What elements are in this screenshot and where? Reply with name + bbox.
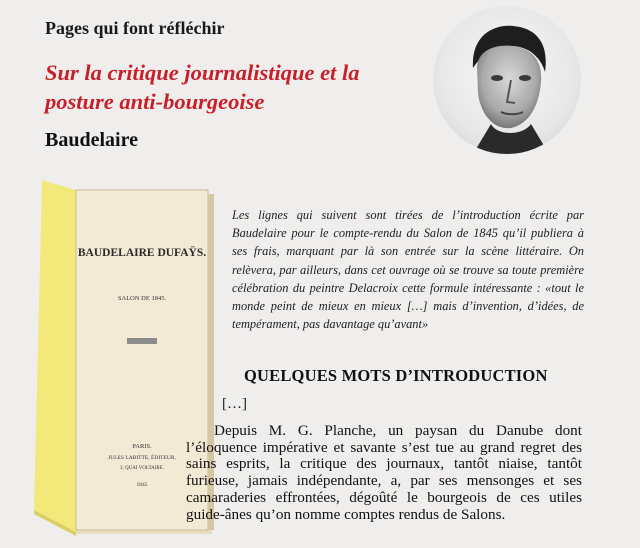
kicker: Pages qui font réfléchir xyxy=(45,18,225,38)
author-portrait xyxy=(433,6,581,154)
book-publisher-name: JULES LABITTE, ÉDITEUR, xyxy=(108,455,176,461)
body-paragraph-container xyxy=(186,423,582,523)
book-cover-subtitle: SALON DE 1845. xyxy=(117,295,167,302)
body-paragraph: Depuis M. G. Planche, un paysan du Danube dont l’éloquence impérative et savante s’est tue au grand regret des sains esprits, la critique des journaux, tantôt niaise, tantôt furieuse, jamais indépendante, a, par ses mensonges et ses camaraderies effrontées, dégoûté le bourgeois de ces utiles guide-ânes qu’on nomme comptes rendus de Salons. xyxy=(186,422,582,523)
book-year: 1845 xyxy=(136,482,148,488)
author-name: Baudelaire xyxy=(45,129,138,151)
intro-paragraph: Les lignes qui suivent sont tirées de l’introduction écrite par Baudelaire pour le compte-rendu du Salon de 1845 qu’il publiera à ses frais, marquant par là son entrée sur la scène littéraire. On relèvera, par ailleurs, dans cet ouvrage où se trouve sa toute première célébration du peintre Delacroix cette formule intéressante : «tout le monde peint de mieux en mieux […] mais d’invention, d’idées, de tempérament, pas davantage qu’avant» xyxy=(232,208,584,332)
article-title: Sur la critique journalistique et la posture anti-bourgeoise xyxy=(45,60,360,114)
ellipsis-mark: […] xyxy=(222,396,247,412)
book-cover-title: BAUDELAIRE DUFAŸS. xyxy=(77,247,207,259)
book-publisher-address: 3, QUAI VOLTAIRE. xyxy=(119,466,165,471)
section-title: QUELQUES MOTS D’INTRODUCTION xyxy=(244,366,548,385)
book-publisher-city: PARIS. xyxy=(132,443,152,450)
